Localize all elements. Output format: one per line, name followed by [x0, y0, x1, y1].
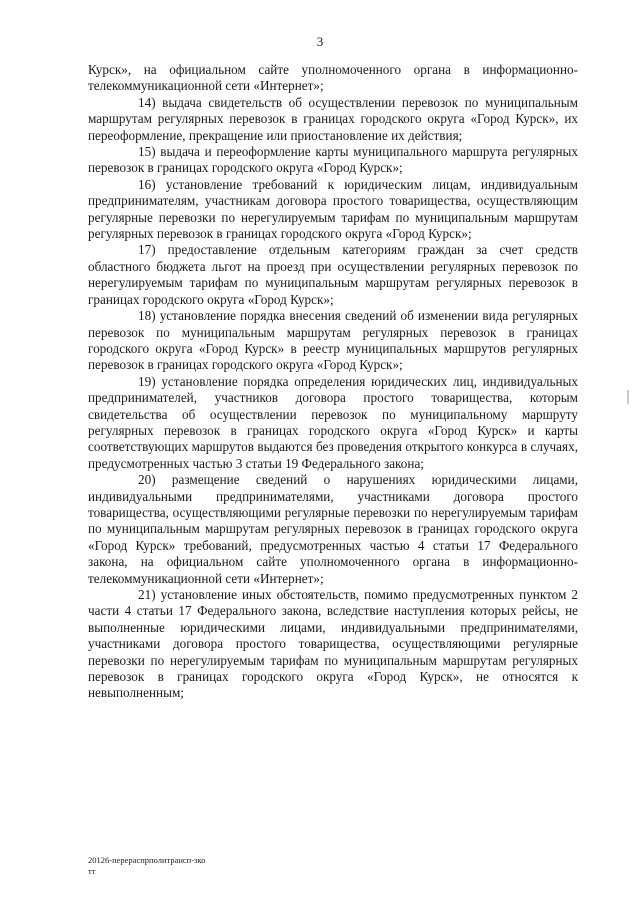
paragraph-item-18: 18) установление порядка внесения сведений об изменении вида регулярных перевозок по муниципальным маршрутам регулярных перевозок в границах городского округа «Город Курск» в реестр муниципальных маршрутов регулярных перевозок в границах городского округа «Город Курск»;: [88, 308, 578, 373]
paragraph-item-17: 17) предоставление отдельным категориям граждан за счет средств областного бюджета льгот на проезд при осуществлении регулярных перевозок по нерегулируемым тарифам по муниципальным маршрутам регулярных перевозок в границах городского округа «Город Курск»;: [88, 242, 578, 307]
paragraph-item-20: 20) размещение сведений о нарушениях юридическими лицами, индивидуальными предпринимателями, участниками договора простого товарищества, осуществляющими регулярные перевозки по нерегулируемым тарифам по муниципальным маршрутам регулярных перевозок в границах городского округа «Город Курск» требований, предусмотренных частью 4 статьи 17 Федерального закона, на официальном сайте уполномоченного органа в информационно-телекоммуникационной сети «Интернет»;: [88, 472, 578, 586]
paragraph-item-15: 15) выдача и переоформление карты муниципального маршрута регулярных перевозок в границах городского округа «Город Курск»;: [88, 144, 578, 176]
page-number: 3: [316, 34, 324, 49]
paragraph-item-14: 14) выдача свидетельств об осуществлении перевозок по муниципальным маршрутам регулярных перевозок в границах городского округа «Город Курск», их переоформление, прекращение или приостановление их действия;: [88, 94, 578, 143]
paragraph-item-16: 16) установление требований к юридическим лицам, индивидуальным предпринимателям, участникам договора простого товарищества, осуществляющим регулярные перевозки по нерегулируемым тарифам по муниципальным маршрутам регулярных перевозок в границах городского округа «Город Курск»;: [88, 176, 578, 242]
document-body: [88, 62, 578, 702]
paragraph-continuation: Курск», на официальном сайте уполномоченного органа в информационно-телекоммуникационной сети «Интернет»;: [88, 62, 578, 94]
scan-edge-mark: [627, 390, 629, 404]
footer-initials: тт: [88, 866, 96, 876]
footer-file-code: 20126-перераспрполитрансп-зко: [88, 855, 206, 865]
paragraph-item-21: 21) установление иных обстоятельств, помимо предусмотренных пунктом 2 части 4 статьи 17 Федерального закона, вследствие наступления которых рейсы, не выполненные юридическими лицами, индивидуальными предпринимателями, участниками договора простого товарищества, осуществляющими регулярные перевозки по нерегулируемым тарифам по муниципальным маршрутам регулярных перевозок в границах городского округа «Город Курск», не относятся к невыполненным;: [88, 587, 578, 701]
document-footer: [88, 855, 205, 877]
paragraph-item-19: 19) установление порядка определения юридических лиц, индивидуальных предпринимателей, участников договора простого товарищества, которым свидетельства об осуществлении перевозок по муниципальному маршруту регулярных перевозок в границах городского округа «Город Курск» и карты соответствующих маршрутов выдаются без проведения открытого конкурса в случаях, предусмотренных частью 3 статьи 19 Федерального закона;: [88, 373, 578, 471]
